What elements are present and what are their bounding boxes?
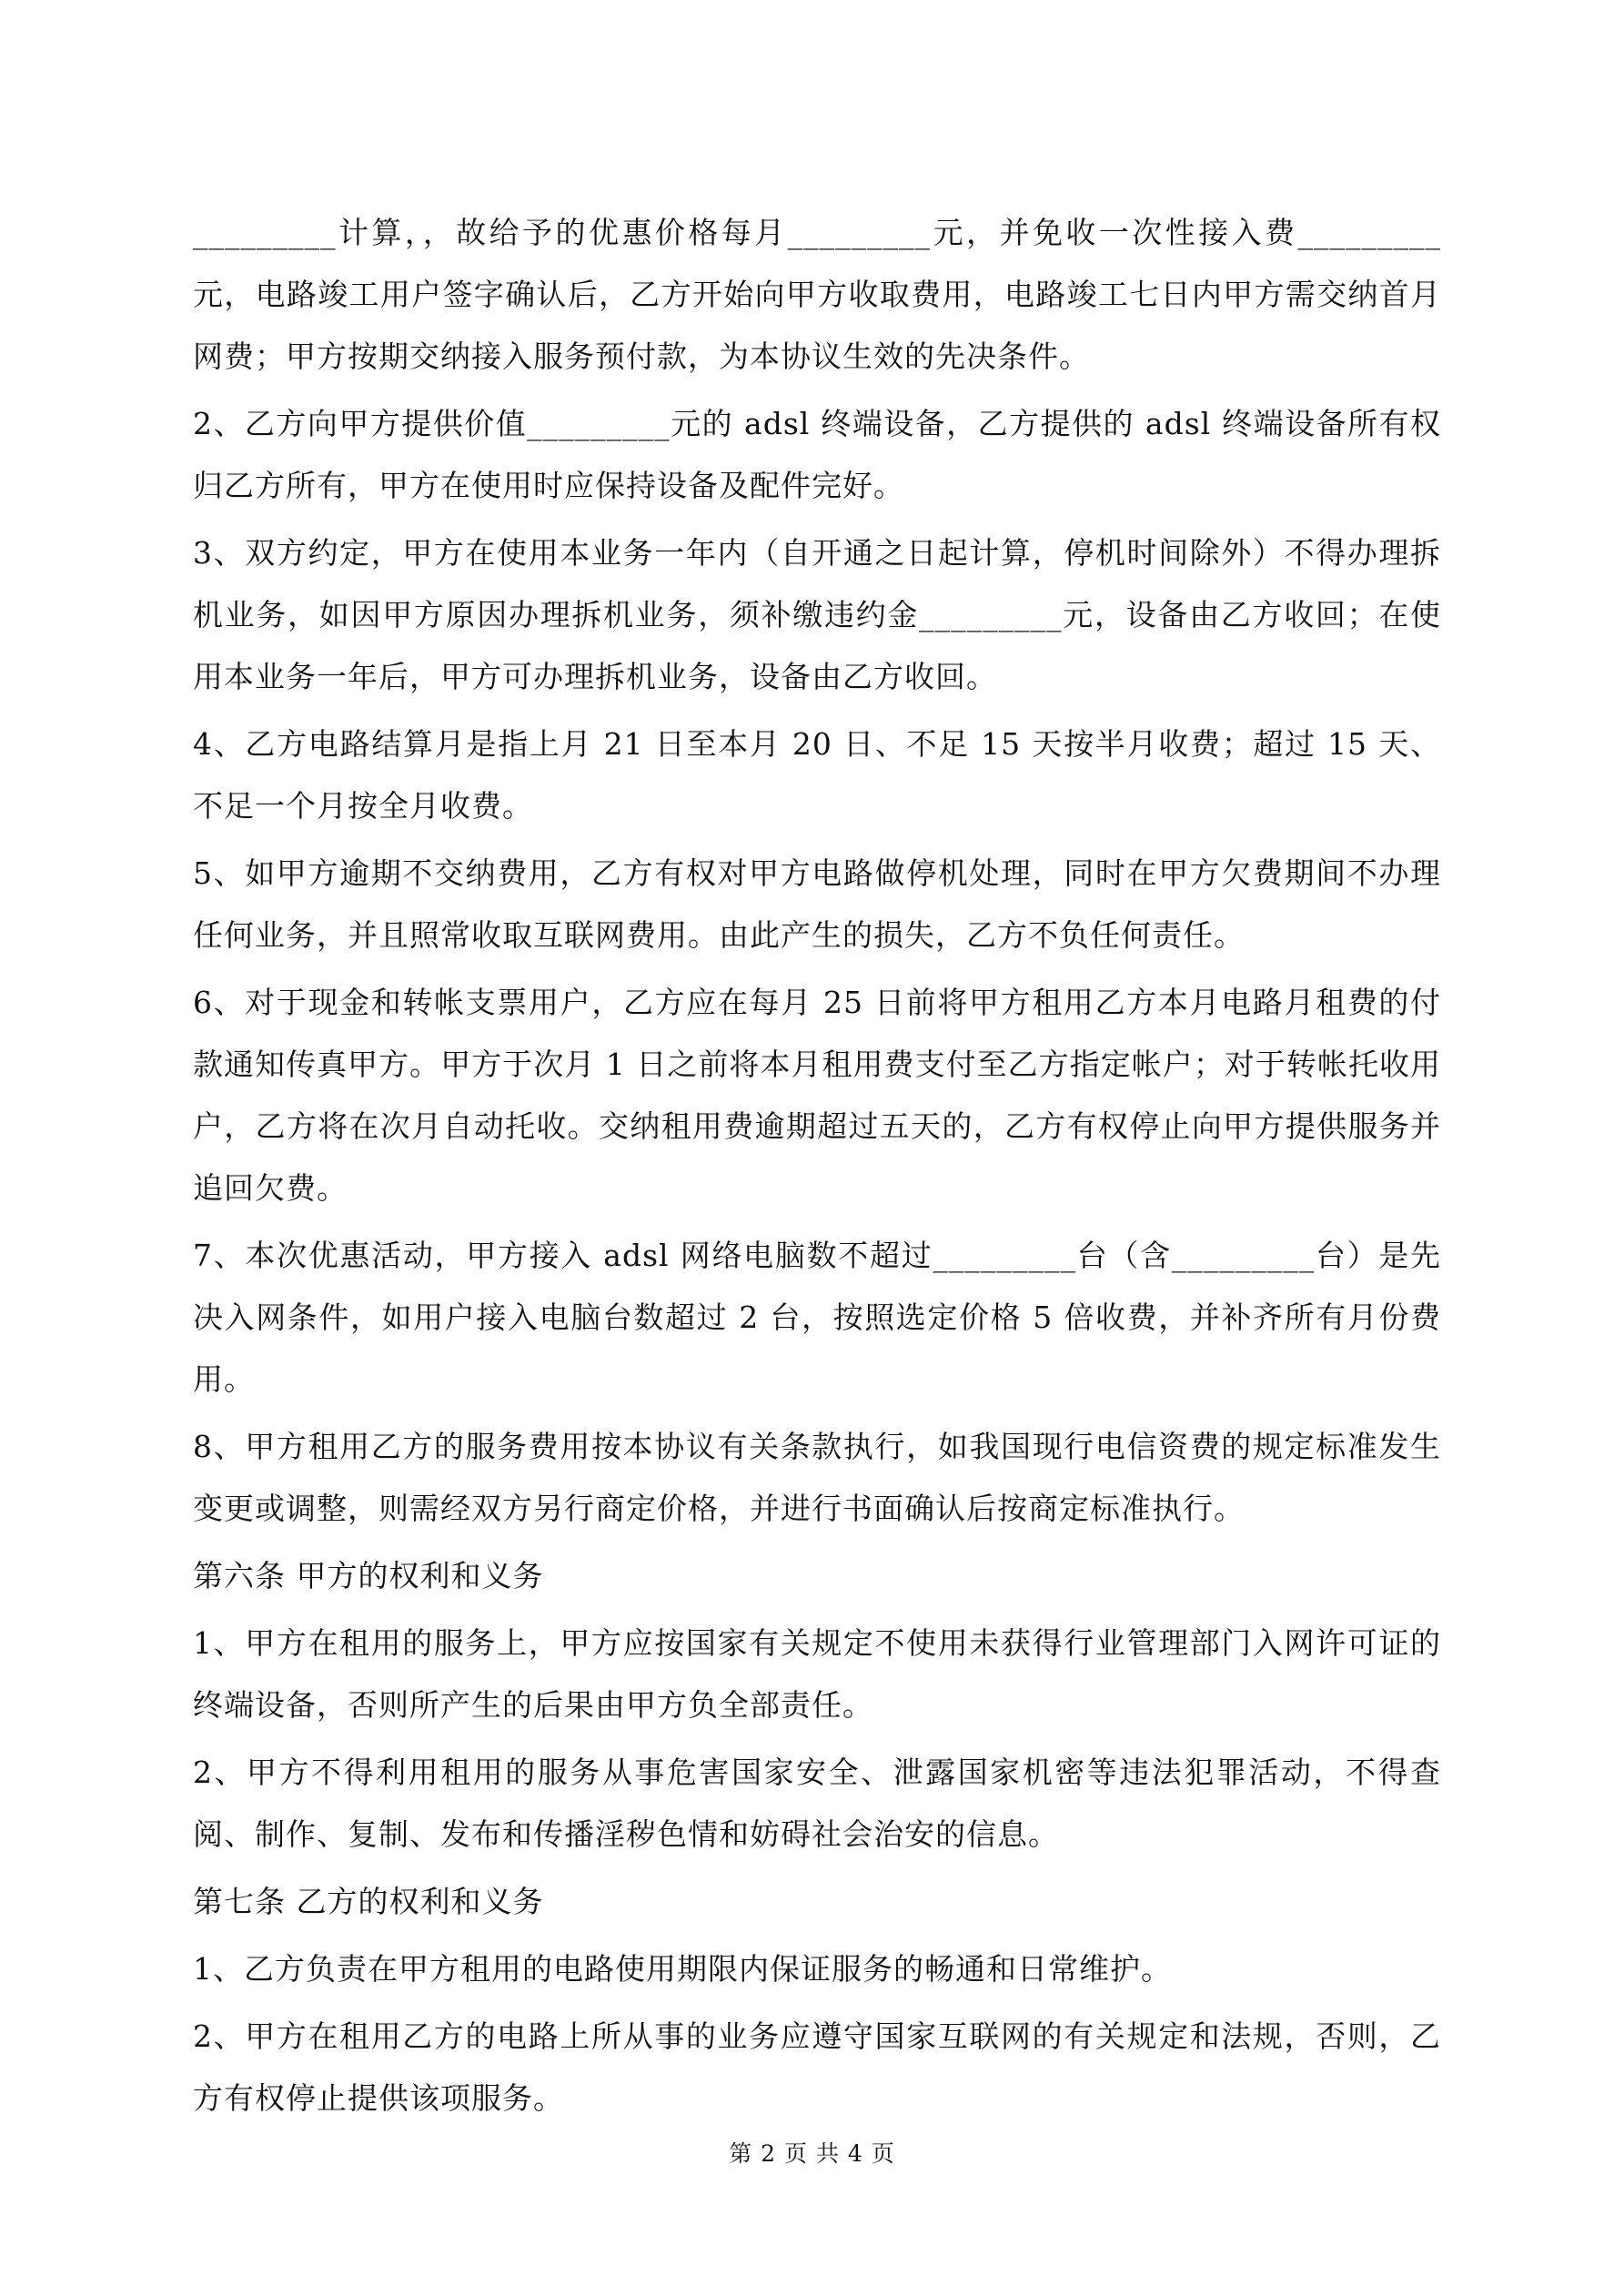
paragraph-clause-7-promotion: 7、本次优惠活动，甲方接入 adsl 网络电脑数不超过_________台（含_________台）是先决入网条件，如用户接入电脑台数超过 2 台，按照选定价格 5 倍收费，并补齐所有月份费用。 bbox=[193, 1238, 1441, 1397]
paragraph-article-6-item-1: 1、甲方在租用的服务上，甲方应按国家有关规定不使用未获得行业管理部门入网许可证的终端设备，否则所产生的后果由甲方负全部责任。 bbox=[193, 1625, 1441, 1723]
paragraph-clause-4-billing-month: 4、乙方电路结算月是指上月 21 日至本月 20 日、不足 15 天按半月收费；超过 15 天、不足一个月按全月收费。 bbox=[193, 726, 1441, 824]
paragraph-clause-6-payment: 6、对于现金和转帐支票用户，乙方应在每月 25 日前将甲方租用乙方本月电路月租费的付款通知传真甲方。甲方于次月 1 日之前将本月租用费支付至乙方指定帐户；对于转帐托收用户，乙方将在次月自动托收。交纳租用费逾期超过五天的，乙方有权停止向甲方提供服务并追回欠费。 bbox=[193, 985, 1441, 1206]
paragraph-clause-2-equipment: 2、乙方向甲方提供价值_________元的 adsl 终端设备，乙方提供的 adsl 终端设备所有权归乙方所有，甲方在使用时应保持设备及配件完好。 bbox=[193, 406, 1441, 503]
paragraph-article-6-item-2: 2、甲方不得利用租用的服务从事危害国家安全、泄露国家机密等违法犯罪活动，不得查阅、制作、复制、发布和传播淫秽色情和妨碍社会治安的信息。 bbox=[193, 1755, 1441, 1852]
paragraph-article-7-item-2: 2、甲方在租用乙方的电路上所从事的业务应遵守国家互联网的有关规定和法规，否则，乙方有权停止提供该项服务。 bbox=[193, 2018, 1441, 2116]
paragraph-fee-calculation: _________计算，，故给予的优惠价格每月_________元，并免收一次性接入费_________元，电路竣工用户签字确认后，乙方开始向甲方收取费用，电路竣工七日内甲方需交纳首月网费；甲方按期交纳接入服务预付款，为本协议生效的先决条件。 bbox=[193, 215, 1441, 374]
paragraph-clause-3-term: 3、双方约定，甲方在使用本业务一年内（自开通之日起计算，停机时间除外）不得办理拆机业务，如因甲方原因办理拆机业务，须补缴违约金_________元，设备由乙方收回；在使用本业务一年后，甲方可办理拆机业务，设备由乙方收回。 bbox=[193, 535, 1441, 694]
section-heading-article-6: 第六条 甲方的权利和义务 bbox=[193, 1558, 544, 1593]
page-number-footer: 第 2 页 共 4 页 bbox=[729, 2140, 895, 2167]
section-heading-article-7: 第七条 乙方的权利和义务 bbox=[193, 1884, 544, 1919]
paragraph-article-7-item-1: 1、乙方负责在甲方租用的电路使用期限内保证服务的畅通和日常维护。 bbox=[193, 1951, 1172, 1987]
document-page bbox=[193, 202, 1441, 2135]
paragraph-clause-5-overdue: 5、如甲方逾期不交纳费用，乙方有权对甲方电路做停机处理，同时在甲方欠费期间不办理任何业务，并且照常收取互联网费用。由此产生的损失，乙方不负任何责任。 bbox=[193, 855, 1441, 953]
paragraph-clause-8-pricing: 8、甲方租用乙方的服务费用按本协议有关条款执行，如我国现行电信资费的规定标准发生变更或调整，则需经双方另行商定价格，并进行书面确认后按商定标准执行。 bbox=[193, 1429, 1441, 1526]
